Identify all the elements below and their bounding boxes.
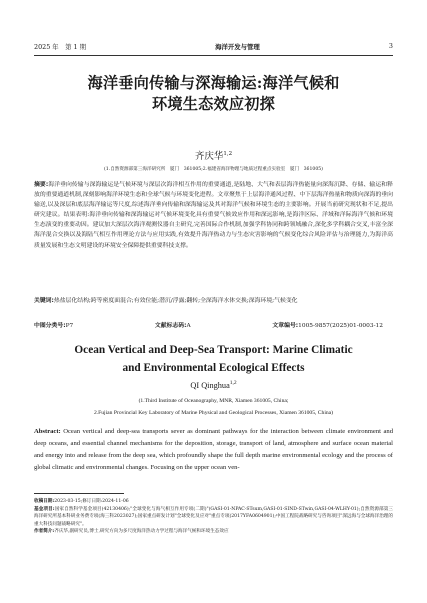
affiliation-cn: (1.自然资源部第三海洋研究所 厦门 361005;2.福建省海洋物理与地质过程重点实验室 厦门 361005) xyxy=(104,167,323,172)
title-en-line-2: and Environmental Ecological Effects xyxy=(122,361,305,374)
footnote-received: 收稿日期:2023-03-15;修订日期:2024-11-06 xyxy=(34,499,129,504)
clc-number: 中图分类号:P7 xyxy=(34,323,74,329)
header-divider xyxy=(34,55,393,56)
title-line-2: 环境生态效应初探 xyxy=(151,95,276,113)
affiliation-en xyxy=(34,395,393,419)
issue-label: 2025 年 第 1 期 xyxy=(34,42,86,51)
footnote-author: 作者简介:齐庆华,副研究员,博士,研究方向为多尺度海洋热动力学过程与海洋气候和环境生态效应 xyxy=(34,529,229,535)
abstract-en-text: Ocean vertical and deep-sea transports sever as dominant pathways for the interaction between climate environment and deep oceans, and essential channel mechanisms for the deposition, storage, transport of land, atmosphere and surface ocean material and energy into and release from the deep sea, which profoundly shape the full depth marine environmental ecology and the process of global climatic and environmental changes. Focusing on the upper ocean ven- xyxy=(34,428,393,471)
article-title-cn xyxy=(30,73,397,115)
author-en-name: QI Qinghua xyxy=(190,380,230,390)
abstract-en xyxy=(34,426,393,474)
abstract-en-label: Abstract: xyxy=(34,428,61,435)
author-en xyxy=(0,380,427,390)
footnote-funding: 基金项目:国家自然科学基金项目(42130406);"全球变化与海气相互作用专项(二期)"(GASI-01-NPAC-STsum,GASI-01-SIND-STwin,GASI-04-WLHY-01);自然资源部第三海洋研究所基本科研业务费专项(海三科2023027);国家重点研发计划"全球变化及应对"重点专项(2017YFA0604901);中国工程院战略研究与咨询项目"深远海与全球海洋治理的重大科技问题战略研究"。 xyxy=(34,506,394,527)
footnote-divider xyxy=(34,493,124,494)
classification-meta xyxy=(34,320,393,330)
author-en-affil-marker: 1,2 xyxy=(229,380,237,386)
abstract-text: 海洋垂向传输与深海输运是气候环境与深层次海洋相互作用的重要通道,是陆地、大气和表层海洋热能量向深海沉降、存储、输运和释放的重要通道机制,深刻影响海洋环境生态和全球气候与环境变化进程。文章聚焦于上层海洋通风过程、中下层海洋热量和物质向深海的垂向输送,以及深层和底层海洋输运等尺度,综述海洋垂向传输和深海输运及其对海洋气候和环境生态的主要影响。开展当前研究现状和不足,提出研究建议。结果表明:海洋垂向传输和深海输运对气候环境变化具有重要气候效应作用和深远影响,是海洋区际、洋域和洋际海洋气候和环境生态演变的重要动因。建议加大深层次海洋观测仪器自主研究,完善国际合作机制,加强学科协同和跨领域融合,深化多学科耦合交叉,丰富全深海洋混合交换以及海陆气相互作用理论方法与应用实践,有效提升海洋热动力与生态灾害影响的气候变化综合风险评估与治理能力,为海洋高质量发展和生态文明建设的环境安全保障提供重要科技支撑。 xyxy=(34,182,393,249)
keywords-cn xyxy=(34,296,393,306)
title-line-1: 海洋垂向传输与深海输运:海洋气候和 xyxy=(87,74,340,92)
document-code: 文献标志码:A xyxy=(154,323,191,329)
author-affil-marker: 1,2 xyxy=(223,150,233,157)
abstract-cn xyxy=(34,180,393,251)
journal-name: 海洋开发与管理 xyxy=(215,42,260,51)
article-id: 文章编号:1005-9857(2025)01-0003-12 xyxy=(272,323,383,329)
page-number: 3 xyxy=(388,42,393,50)
author-name: 齐庆华 xyxy=(194,151,224,162)
keywords-label: 关键词: xyxy=(34,298,54,304)
affiliation-en-line-2: 2.Fujian Provincial Key Laboratory of Marine Physical and Geological Processes, Xiamen 361005, China) xyxy=(93,410,334,416)
article-title-en xyxy=(30,342,397,377)
affiliation-en-line-1: (1.Third Institute of Oceanography, MNR, Xiamen 361005, China; xyxy=(138,398,289,404)
footnotes xyxy=(34,498,393,536)
abstract-label: 摘要: xyxy=(34,182,49,188)
title-en-line-1: Ocean Vertical and Deep-Sea Transport: Marine Climatic xyxy=(74,344,353,356)
keywords-text: 热盐层化结构;跨等密度面混合;有效位能;潜沉/浮露;翻转;全深海洋水体交换;深海环境;气候变化 xyxy=(53,298,298,304)
author-cn xyxy=(0,148,427,162)
running-header xyxy=(34,40,393,52)
